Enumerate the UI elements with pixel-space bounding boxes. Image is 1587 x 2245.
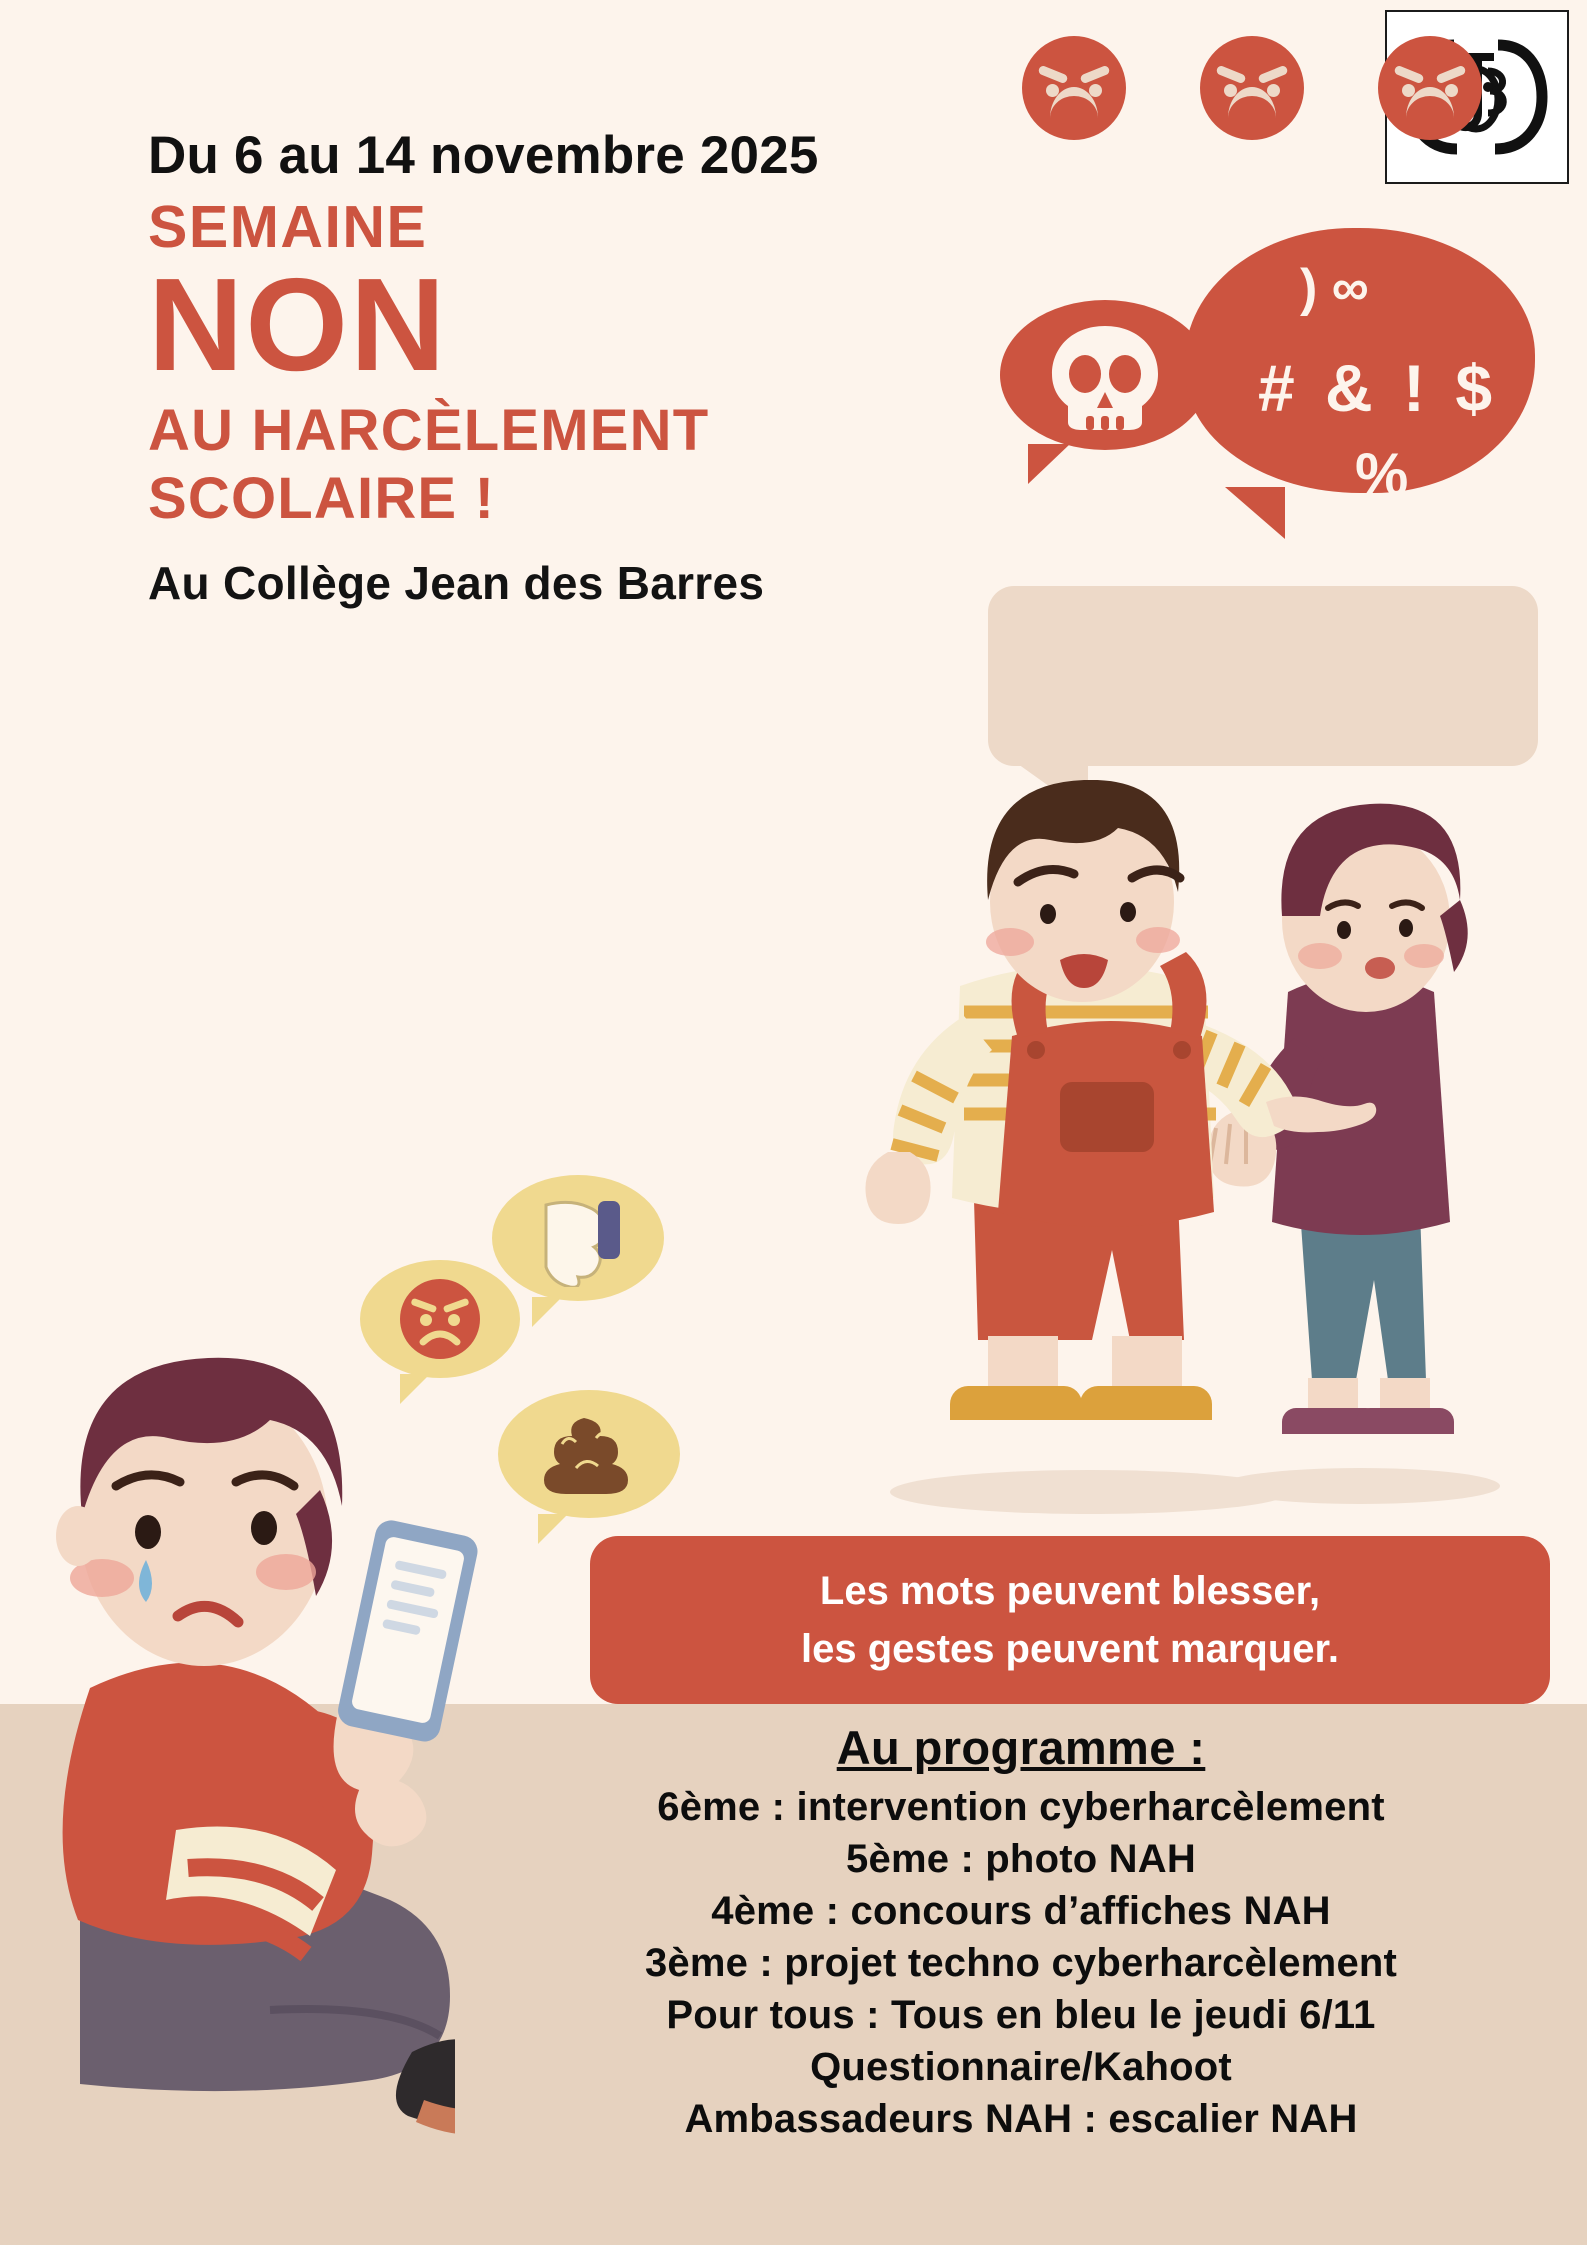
programme-item: 5ème : photo NAH (846, 1837, 1196, 1881)
bubble-symbols-line2: # & ! $ (1258, 351, 1499, 425)
programme-item: 3ème : projet techno cyberharcèlement (644, 1941, 1398, 1985)
programme-item: 6ème : intervention cyberharcèlement (657, 1785, 1385, 1829)
headline-block (148, 128, 968, 610)
headline-scolaire: SCOLAIRE ! (148, 466, 496, 532)
angry-face-icon (1200, 36, 1304, 140)
tagline-line2: les gestes peuvent marquer. (800, 1627, 1339, 1671)
speech-bubble-skull (1000, 300, 1210, 450)
bubble-symbols-line3: % (1355, 441, 1409, 508)
mini-bubble-poop (498, 1390, 680, 1518)
skull-icon (1040, 318, 1170, 438)
illustration-bully-and-victim (760, 780, 1540, 1540)
poop-icon (540, 1410, 636, 1496)
angry-face-icon (1022, 36, 1126, 140)
tagline-line1: Les mots peuvent blesser, (819, 1569, 1321, 1613)
angry-face-icon (1378, 36, 1482, 140)
programme-panel (455, 1704, 1587, 2245)
headline-semaine: SEMAINE (148, 193, 428, 260)
programme-item: Questionnaire/Kahoot (810, 2045, 1232, 2089)
headline-non: NON (148, 250, 448, 398)
event-dates: Du 6 au 14 novembre 2025 (148, 126, 819, 185)
headline-harcelement: AU HARCÈLEMENT (148, 397, 710, 463)
mini-bubble-angry (360, 1260, 520, 1378)
programme-item: Pour tous : Tous en bleu le jeudi 6/11 (666, 1993, 1376, 2037)
thumbs-down-icon (528, 1191, 628, 1287)
speech-bubble-angry-faces (988, 586, 1538, 766)
mini-bubble-thumbs-down (492, 1175, 664, 1301)
programme-item: 4ème : concours d’affiches NAH (711, 1889, 1331, 1933)
tagline-banner (590, 1536, 1550, 1704)
angry-face-icon (395, 1274, 485, 1364)
school-name: Au Collège Jean des Barres (148, 556, 765, 609)
programme-title: Au programme : (836, 1721, 1206, 1774)
bubble-symbols-line1: ) ∞ (1300, 259, 1369, 317)
programme-item: Ambassadeurs NAH : escalier NAH (684, 2097, 1358, 2141)
